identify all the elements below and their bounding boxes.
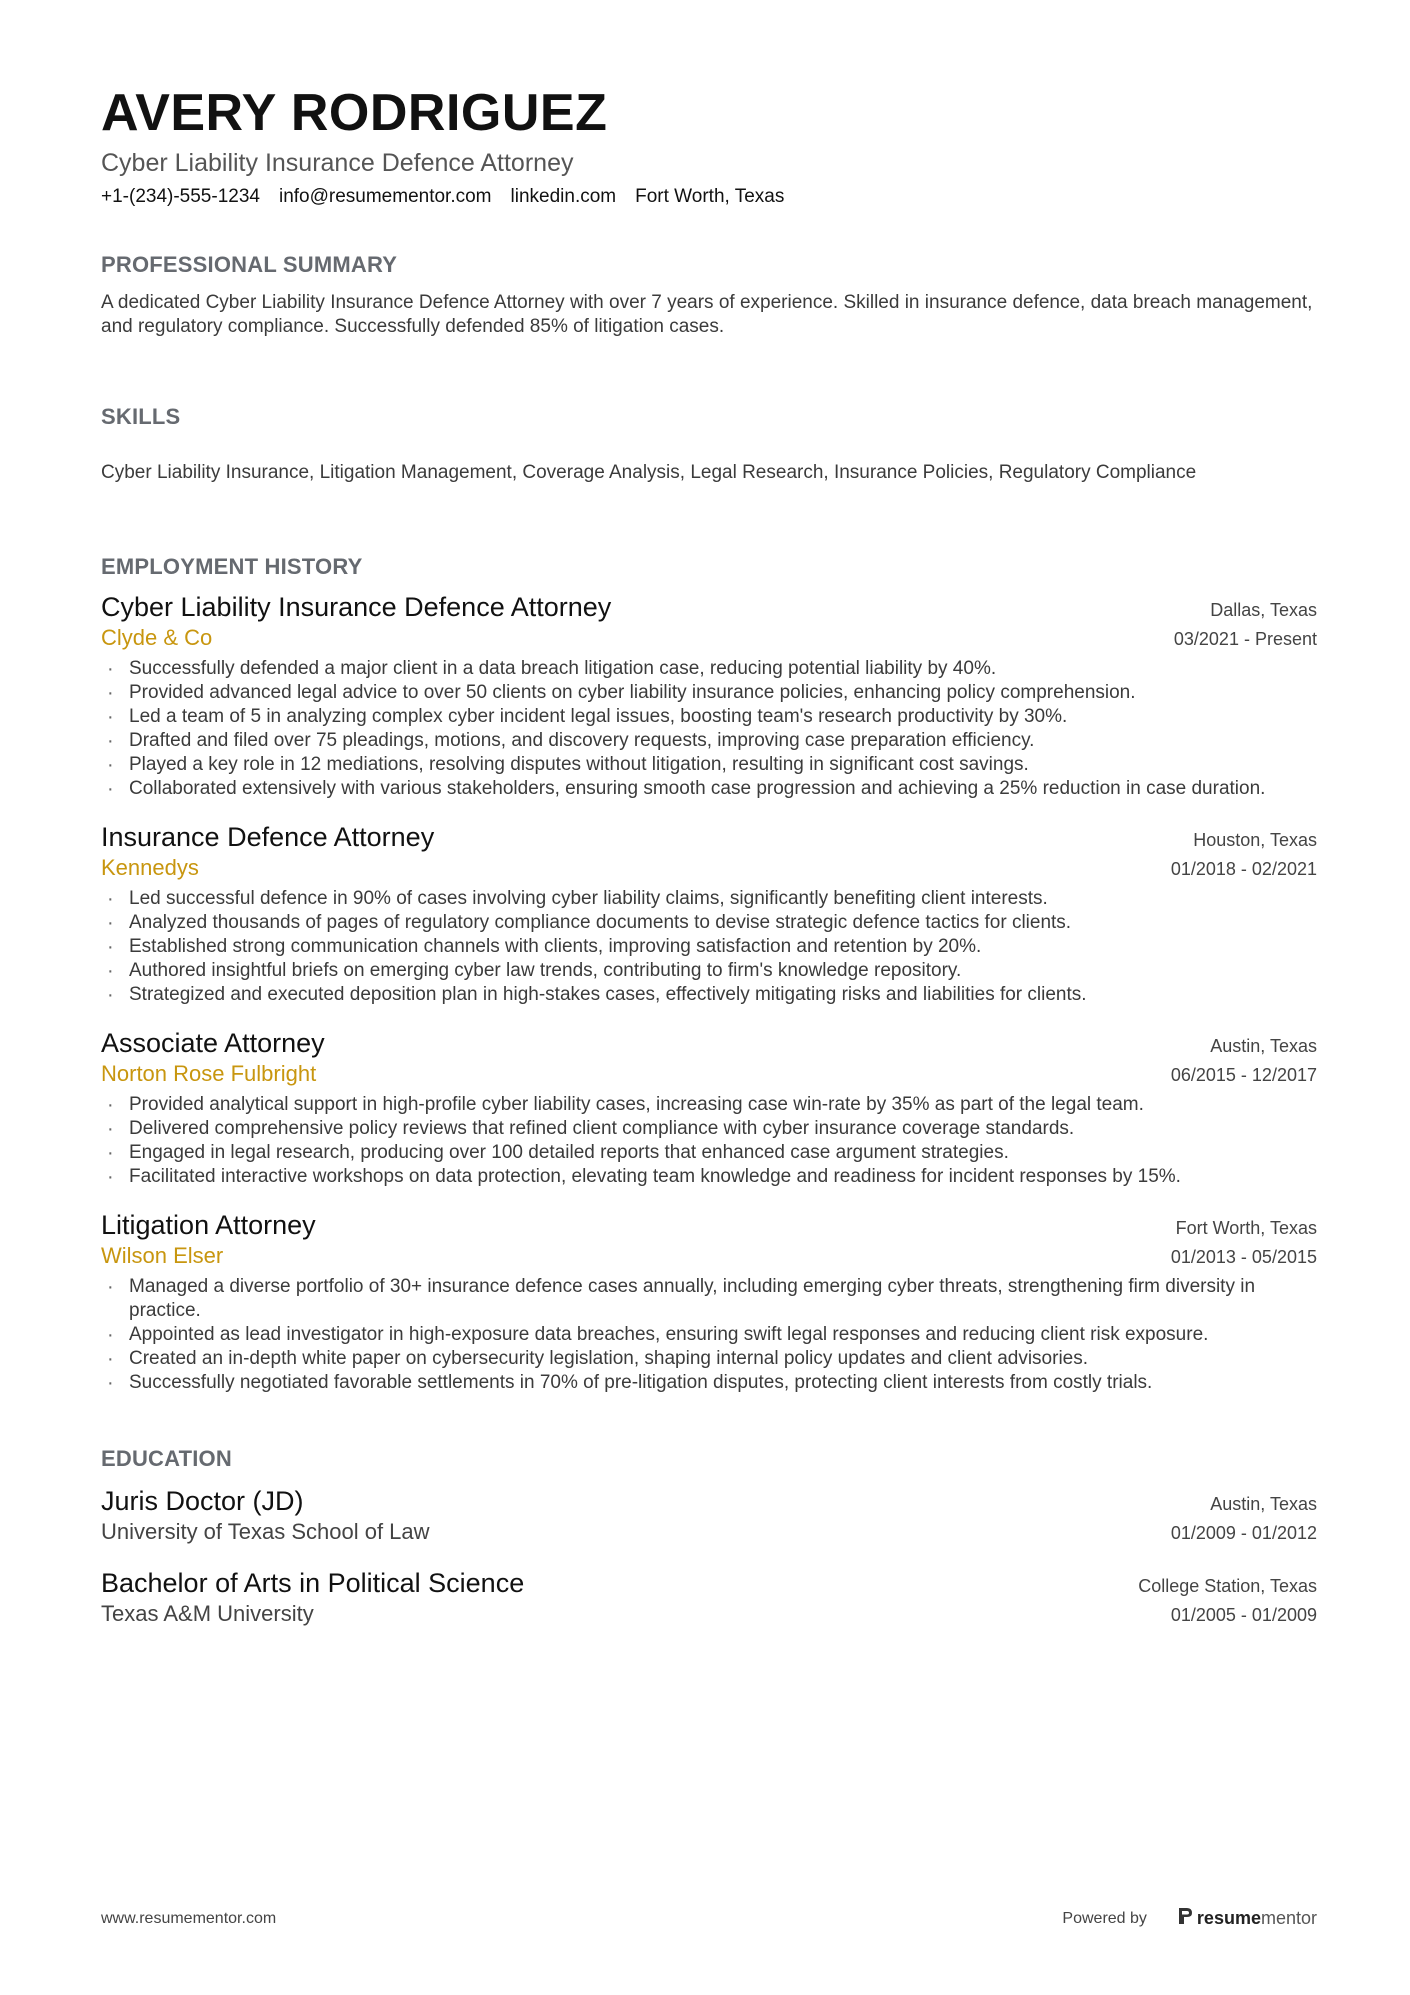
education-dates: 01/2009 - 01/2012: [1170, 1523, 1317, 1543]
job-bullets: [101, 1275, 1317, 1395]
education-entry: [101, 1485, 1317, 1547]
job-entry: [101, 1209, 1317, 1395]
summary-section: [101, 251, 1317, 339]
job-bullet: · Engaged in legal research, producing over 100 detailed reports that enhanced case argument strategies.: [101, 1141, 1317, 1165]
footer-website-link[interactable]: www.resumementor.com: [101, 1909, 277, 1927]
job-bullet: · Delivered comprehensive policy reviews that refined client compliance with cyber insurance coverage standards.: [101, 1117, 1317, 1141]
candidate-name: AVERY RODRIGUEZ: [101, 84, 608, 142]
contact-email[interactable]: info@resumementor.com: [278, 186, 492, 207]
job-title: Cyber Liability Insurance Defence Attorney: [101, 592, 612, 622]
job-bullet: · Facilitated interactive workshops on data protection, elevating team knowledge and readiness for incident responses by 15%.: [101, 1165, 1317, 1189]
job-company: Kennedys: [101, 855, 199, 880]
job-company: Wilson Elser: [101, 1243, 224, 1268]
job-entry: [101, 821, 1317, 1007]
job-bullet: · Played a key role in 12 mediations, resolving disputes without litigation, resulting in significant cost savings.: [101, 753, 1317, 777]
job-bullet: · Collaborated extensively with various stakeholders, ensuring smooth case progression and achieving a 25% reduction in case duration.: [101, 777, 1317, 801]
contact-linkedin[interactable]: linkedin.com: [510, 186, 617, 207]
powered-by-label: Powered by: [1062, 1909, 1147, 1927]
job-bullet: · Provided analytical support in high-profile cyber liability cases, increasing case win-rate by 35% as part of the legal team.: [101, 1093, 1317, 1117]
job-bullet: · Authored insightful briefs on emerging cyber law trends, contributing to firm's knowledge repository.: [101, 959, 1317, 983]
employment-section: [101, 553, 1317, 1395]
job-bullet: · Led a team of 5 in analyzing complex cyber incident legal issues, boosting team's research productivity by 30%.: [101, 705, 1317, 729]
education-section: [101, 1445, 1317, 1629]
skills-heading: SKILLS: [101, 404, 181, 429]
job-bullet: · Drafted and filed over 75 pleadings, motions, and discovery requests, improving case preparation efficiency.: [101, 729, 1317, 753]
education-degree: Juris Doctor (JD): [101, 1486, 304, 1516]
skills-section: [101, 403, 1317, 485]
education-school: University of Texas School of Law: [101, 1519, 430, 1544]
job-entry: [101, 591, 1317, 801]
education-school: Texas A&M University: [101, 1601, 314, 1626]
resume-page: [101, 82, 1317, 1629]
job-bullets: [101, 657, 1317, 801]
candidate-title: Cyber Liability Insurance Defence Attorney: [101, 149, 574, 177]
job-bullets: [101, 1093, 1317, 1189]
job-bullet: · Created an in-depth white paper on cybersecurity legislation, shaping internal policy updates and client advisories.: [101, 1347, 1317, 1371]
contact-phone: +1-(234)-555-1234: [101, 186, 260, 207]
education-location: Austin, Texas: [1210, 1494, 1317, 1514]
education-dates: 01/2005 - 01/2009: [1170, 1605, 1317, 1625]
job-title: Litigation Attorney: [101, 1210, 316, 1240]
job-dates: 06/2015 - 12/2017: [1170, 1065, 1317, 1085]
brand-text-bold: resume: [1196, 1908, 1261, 1928]
job-location: Dallas, Texas: [1210, 600, 1317, 620]
job-dates: 01/2013 - 05/2015: [1170, 1247, 1317, 1267]
job-bullets: [101, 887, 1317, 1007]
education-location: College Station, Texas: [1138, 1576, 1317, 1596]
job-bullet: · Led successful defence in 90% of cases involving cyber liability claims, significantly benefiting client interests.: [101, 887, 1317, 911]
job-bullet: · Strategized and executed deposition plan in high-stakes cases, effectively mitigating risks and liabilities for clients.: [101, 983, 1317, 1007]
job-company: Norton Rose Fulbright: [101, 1061, 317, 1086]
job-entry: [101, 1027, 1317, 1189]
job-bullet: · Managed a diverse portfolio of 30+ insurance defence cases annually, including emerging cyber threats, strengthening firm diversity in practice.: [101, 1275, 1317, 1323]
job-location: Houston, Texas: [1193, 830, 1317, 850]
job-dates: 01/2018 - 02/2021: [1170, 859, 1317, 879]
job-bullet: · Established strong communication channels with clients, improving satisfaction and retention by 20%.: [101, 935, 1317, 959]
resumementor-logo-icon: [1177, 1906, 1193, 1931]
powered-by: [1062, 1906, 1317, 1931]
summary-heading: PROFESSIONAL SUMMARY: [101, 252, 398, 277]
summary-text: A dedicated Cyber Liability Insurance Defence Attorney with over 7 years of experience. Skilled in insurance defence, data breach management, and regulatory compliance. Successfully defended 85% of litigation cases.: [101, 292, 1313, 337]
job-location: Fort Worth, Texas: [1175, 1218, 1317, 1238]
resumementor-brand[interactable]: [1177, 1906, 1317, 1931]
job-company: Clyde & Co: [101, 625, 213, 650]
skills-text: Cyber Liability Insurance, Litigation Management, Coverage Analysis, Legal Research, Insurance Policies, Regulatory Compliance: [101, 462, 1197, 483]
job-bullet: · Successfully negotiated favorable settlements in 70% of pre-litigation disputes, protecting client interests from costly trials.: [101, 1371, 1317, 1395]
education-degree: Bachelor of Arts in Political Science: [101, 1568, 525, 1598]
job-location: Austin, Texas: [1210, 1036, 1317, 1056]
job-title: Associate Attorney: [101, 1028, 325, 1058]
education-heading: EDUCATION: [101, 1446, 232, 1471]
job-bullet: · Analyzed thousands of pages of regulatory compliance documents to devise strategic defence tactics for clients.: [101, 911, 1317, 935]
job-bullet: · Appointed as lead investigator in high-exposure data breaches, ensuring swift legal responses and reducing client risk exposure.: [101, 1323, 1317, 1347]
education-entry: [101, 1567, 1317, 1629]
job-bullet: · Provided advanced legal advice to over 50 clients on cyber liability insurance policies, enhancing policy comprehension.: [101, 681, 1317, 705]
job-dates: 03/2021 - Present: [1173, 629, 1317, 649]
job-title: Insurance Defence Attorney: [101, 822, 435, 852]
brand-text-light: mentor: [1260, 1908, 1317, 1928]
page-footer: [101, 1906, 1317, 1931]
contact-row: [101, 185, 1317, 209]
employment-heading: EMPLOYMENT HISTORY: [101, 554, 363, 579]
job-bullet: · Successfully defended a major client in a data breach litigation case, reducing potential liability by 40%.: [101, 657, 1317, 681]
contact-location: Fort Worth, Texas: [635, 186, 785, 207]
